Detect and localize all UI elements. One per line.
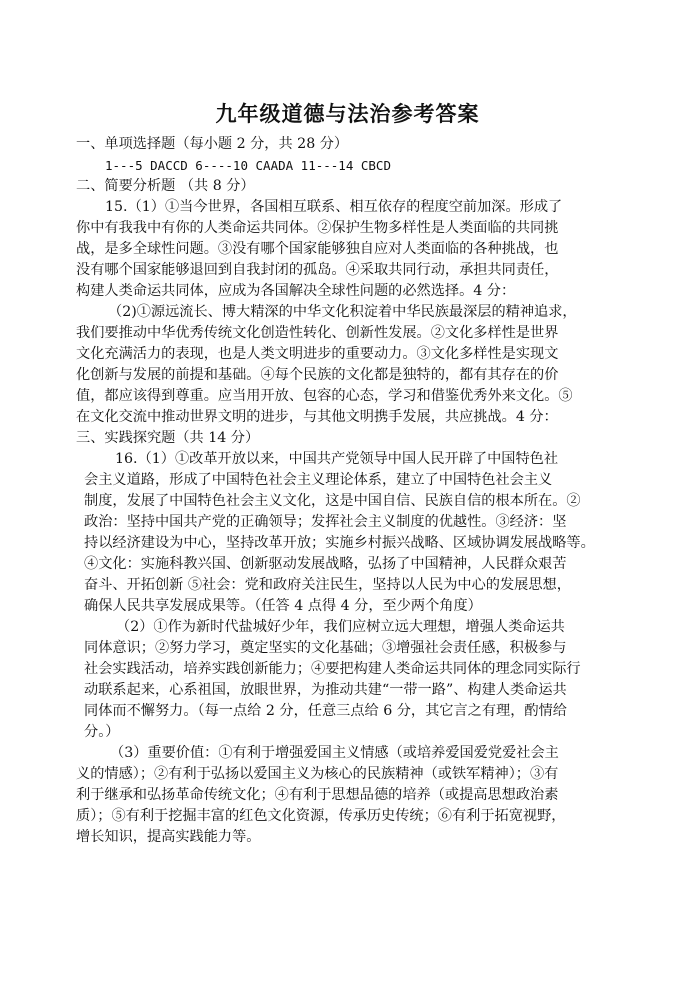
- q15-line: 在文化交流中推动世界文明的进步，与其他文明携手发展，共应挑战。4 分：: [76, 409, 558, 425]
- q16-line: 确保人民共享发展成果等。（任答 4 点得 4 分，至少两个角度）: [84, 598, 482, 614]
- q16-line: 奋斗、开拓创新 ⑤社会：党和政府关注民生，坚持以人民为中心的发展思想，: [84, 577, 571, 593]
- q16-line: 同体意识；②努力学习，奠定坚实的文化基础；③增强社会责任感，积极参与: [84, 640, 567, 656]
- q16-line: 制度，发展了中国特色社会主义文化，这是中国自信、民族自信的根本所在。②: [84, 493, 581, 509]
- section1-heading: 一、单项选择题（每小题 2 分，共 28 分）: [76, 136, 349, 152]
- section2-heading: 二、简要分析题 （共 8 分）: [76, 178, 255, 194]
- section3-heading: 三、实践探究题（共 14 分）: [76, 430, 260, 446]
- mc-answers: 1---5 DACCD 6----10 CAADA 11---14 CBCD: [105, 158, 391, 173]
- q16-line: 增长知识，提高实践能力等。: [76, 829, 261, 845]
- q16-line: 同体而不懈努力。（每一点给 2 分，任意三点给 6 分，其它言之有理，酌情给: [84, 703, 567, 719]
- q15-line: 我们要推动中华优秀传统文化创造性转化、创新性发展。②文化多样性是世界: [76, 325, 559, 341]
- q15-line: 文化充满活力的表现，也是人类文明进步的重要动力。③文化多样性是实现文: [76, 346, 559, 362]
- q16-line: 社会实践活动，培养实践创新能力；④要把构建人类命运共同体的理念同实际行: [84, 661, 581, 677]
- q15-line: 15.（1）①当今世界，各国相互联系、相互依存的程度空前加深。形成了: [105, 199, 563, 215]
- q15-line: 值，都应该得到尊重。应当用开放、包容的心态，学习和借鉴优秀外来文化。⑤: [76, 388, 573, 404]
- q15-line: 没有哪个国家能够退回到自我封闭的孤岛。④采取共同行动，承担共同责任，: [76, 262, 559, 278]
- q16-line: 政治：坚持中国共产党的正确领导；发挥社会主义制度的优越性。③经济：坚: [84, 514, 567, 530]
- q16-line: 分。）: [84, 724, 120, 740]
- q15-line: 化创新与发展的前提和基础。④每个民族的文化都是独特的，都有其存在的价: [76, 367, 559, 383]
- q16-line: 持以经济建设为中心，坚持改革开放；实施乡村振兴战略、区域协调发展战略等。: [84, 535, 595, 551]
- q16-line: （2）①作为新时代盐城好少年，我们应树立远大理想，增强人类命运共: [116, 619, 565, 635]
- q16-line: 义的情感）；②有利于弘扬以爱国主义为核心的民族精神（或铁军精神）；③有: [76, 766, 559, 782]
- q16-line: （3）重要价值：①有利于增强爱国主义情感（或培养爱国爱党爱社会主: [110, 745, 559, 761]
- q16-line: 16.（1）①改革开放以来，中国共产党领导中国人民开辟了中国特色社: [115, 451, 559, 467]
- q15-line: （2)①源远流长、博大精深的中华文化积淀着中华民族最深层的精神追求，: [108, 304, 577, 320]
- page-title: 九年级道德与法治参考答案: [215, 101, 480, 126]
- q15-line: 战，是多全球性问题。③没有哪个国家能够独自应对人类面临的各种挑战，也: [76, 241, 559, 257]
- q16-line: 动联系起来，心系祖国，放眼世界，为推动共建“一带一路”、构建人类命运共: [84, 682, 567, 698]
- q15-line: 构建人类命运共同体，应成为各国解决全球性问题的必然选择。4 分：: [76, 283, 516, 299]
- q16-line: 质）；⑤有利于挖掘丰富的红色文化资源，传承历史传统；⑥有利于拓宽视野，: [76, 808, 566, 824]
- q15-line: 你中有我我中有你的人类命运共同体。②保护生物多样性是人类面临的共同挑: [76, 220, 559, 236]
- q16-line: ④文化：实施科教兴国、创新驱动发展战略，弘扬了中国精神，人民群众艰苦: [84, 556, 567, 572]
- q16-line: 利于继承和弘扬革命传统文化；④有利于思想品德的培养（或提高思想政治素: [76, 787, 559, 803]
- q16-line: 会主义道路，形成了中国特色社会主义理论体系，建立了中国特色社会主义: [84, 472, 553, 488]
